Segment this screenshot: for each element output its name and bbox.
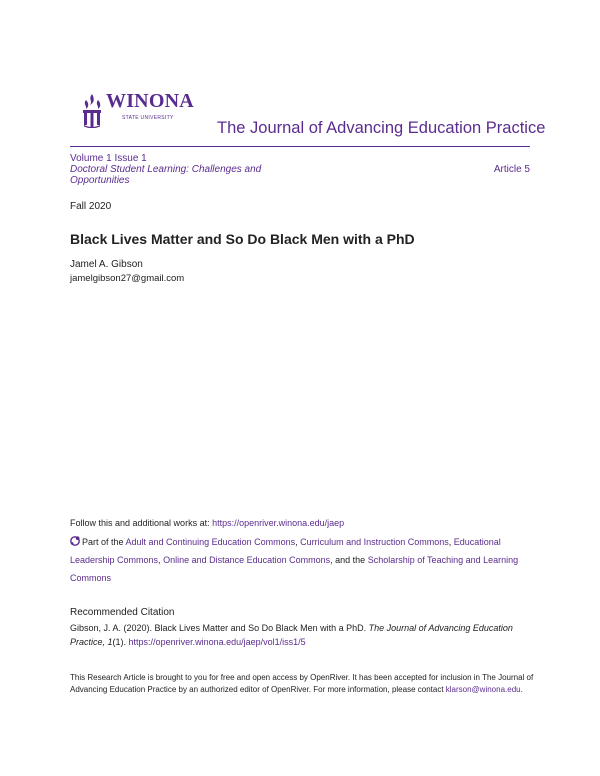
author-name: Jamel A. Gibson [70, 259, 143, 270]
logo-wordmark: WINONA [106, 90, 194, 112]
follow-line [70, 517, 344, 529]
header-divider [70, 146, 530, 147]
citation-link[interactable]: https://openriver.winona.edu/jaep/vol1/iss1/5 [128, 637, 306, 647]
recommended-citation-heading: Recommended Citation [70, 607, 175, 618]
commons-link-scholarship-teaching-learning[interactable]: Scholarship of Teaching and Learning Commons [70, 555, 519, 583]
citation-text [70, 621, 530, 649]
separator: , [295, 537, 301, 547]
author-email: jamelgibson27@gmail.com [70, 273, 185, 284]
issue-title-link[interactable]: Doctoral Student Learning: Challenges and Opportunities [70, 164, 262, 186]
separator: , [448, 537, 454, 547]
notice-end: . [520, 684, 523, 694]
separator: , [158, 555, 164, 565]
commons-link-educational-leadership[interactable]: Educational Leadership Commons [70, 537, 501, 565]
follow-prefix: Follow this and additional works at: [70, 518, 213, 528]
winona-flame-icon [80, 92, 104, 128]
citation-start: Gibson, J. A. (2020). Black Lives Matter and So Do Black Men with a PhD. [70, 623, 369, 633]
commons-link-online-distance-education[interactable]: Online and Distance Education Commons [163, 555, 331, 565]
journal-title[interactable]: The Journal of Advancing Education Practice [217, 119, 546, 137]
part-of-prefix: Part of the [82, 537, 126, 547]
network-icon [70, 536, 80, 546]
and-the-separator: , and the [330, 555, 368, 565]
citation-journal: The Journal of Advancing Education Practice, 1 [70, 623, 513, 647]
part-of-commons [70, 533, 540, 587]
commons-link-curriculum-instruction[interactable]: Curriculum and Instruction Commons [300, 537, 449, 547]
article-number-link[interactable]: Article 5 [493, 164, 530, 175]
volume-issue-link[interactable]: Volume 1 Issue 1 [70, 153, 147, 164]
follow-link[interactable]: https://openriver.winona.edu/jaep [212, 518, 345, 528]
citation-mid: (1). [112, 637, 129, 647]
contact-email-link[interactable]: klarson@winona.edu [445, 684, 521, 694]
article-title: Black Lives Matter and So Do Black Men with a PhD [70, 231, 415, 247]
commons-link-adult-continuing-education[interactable]: Adult and Continuing Education Commons [125, 537, 296, 547]
publication-season: Fall 2020 [70, 201, 112, 212]
access-notice [70, 672, 540, 695]
notice-text: This Research Article is brought to you for free and open access by OpenRiver. It has been accepted for inclusion in The Journal of Advancing Education Practice by an authorized editor of OpenRiver. For more information, please contact [70, 673, 534, 694]
winona-logo [80, 90, 200, 134]
logo-subtext: STATE UNIVERSITY [122, 115, 174, 121]
